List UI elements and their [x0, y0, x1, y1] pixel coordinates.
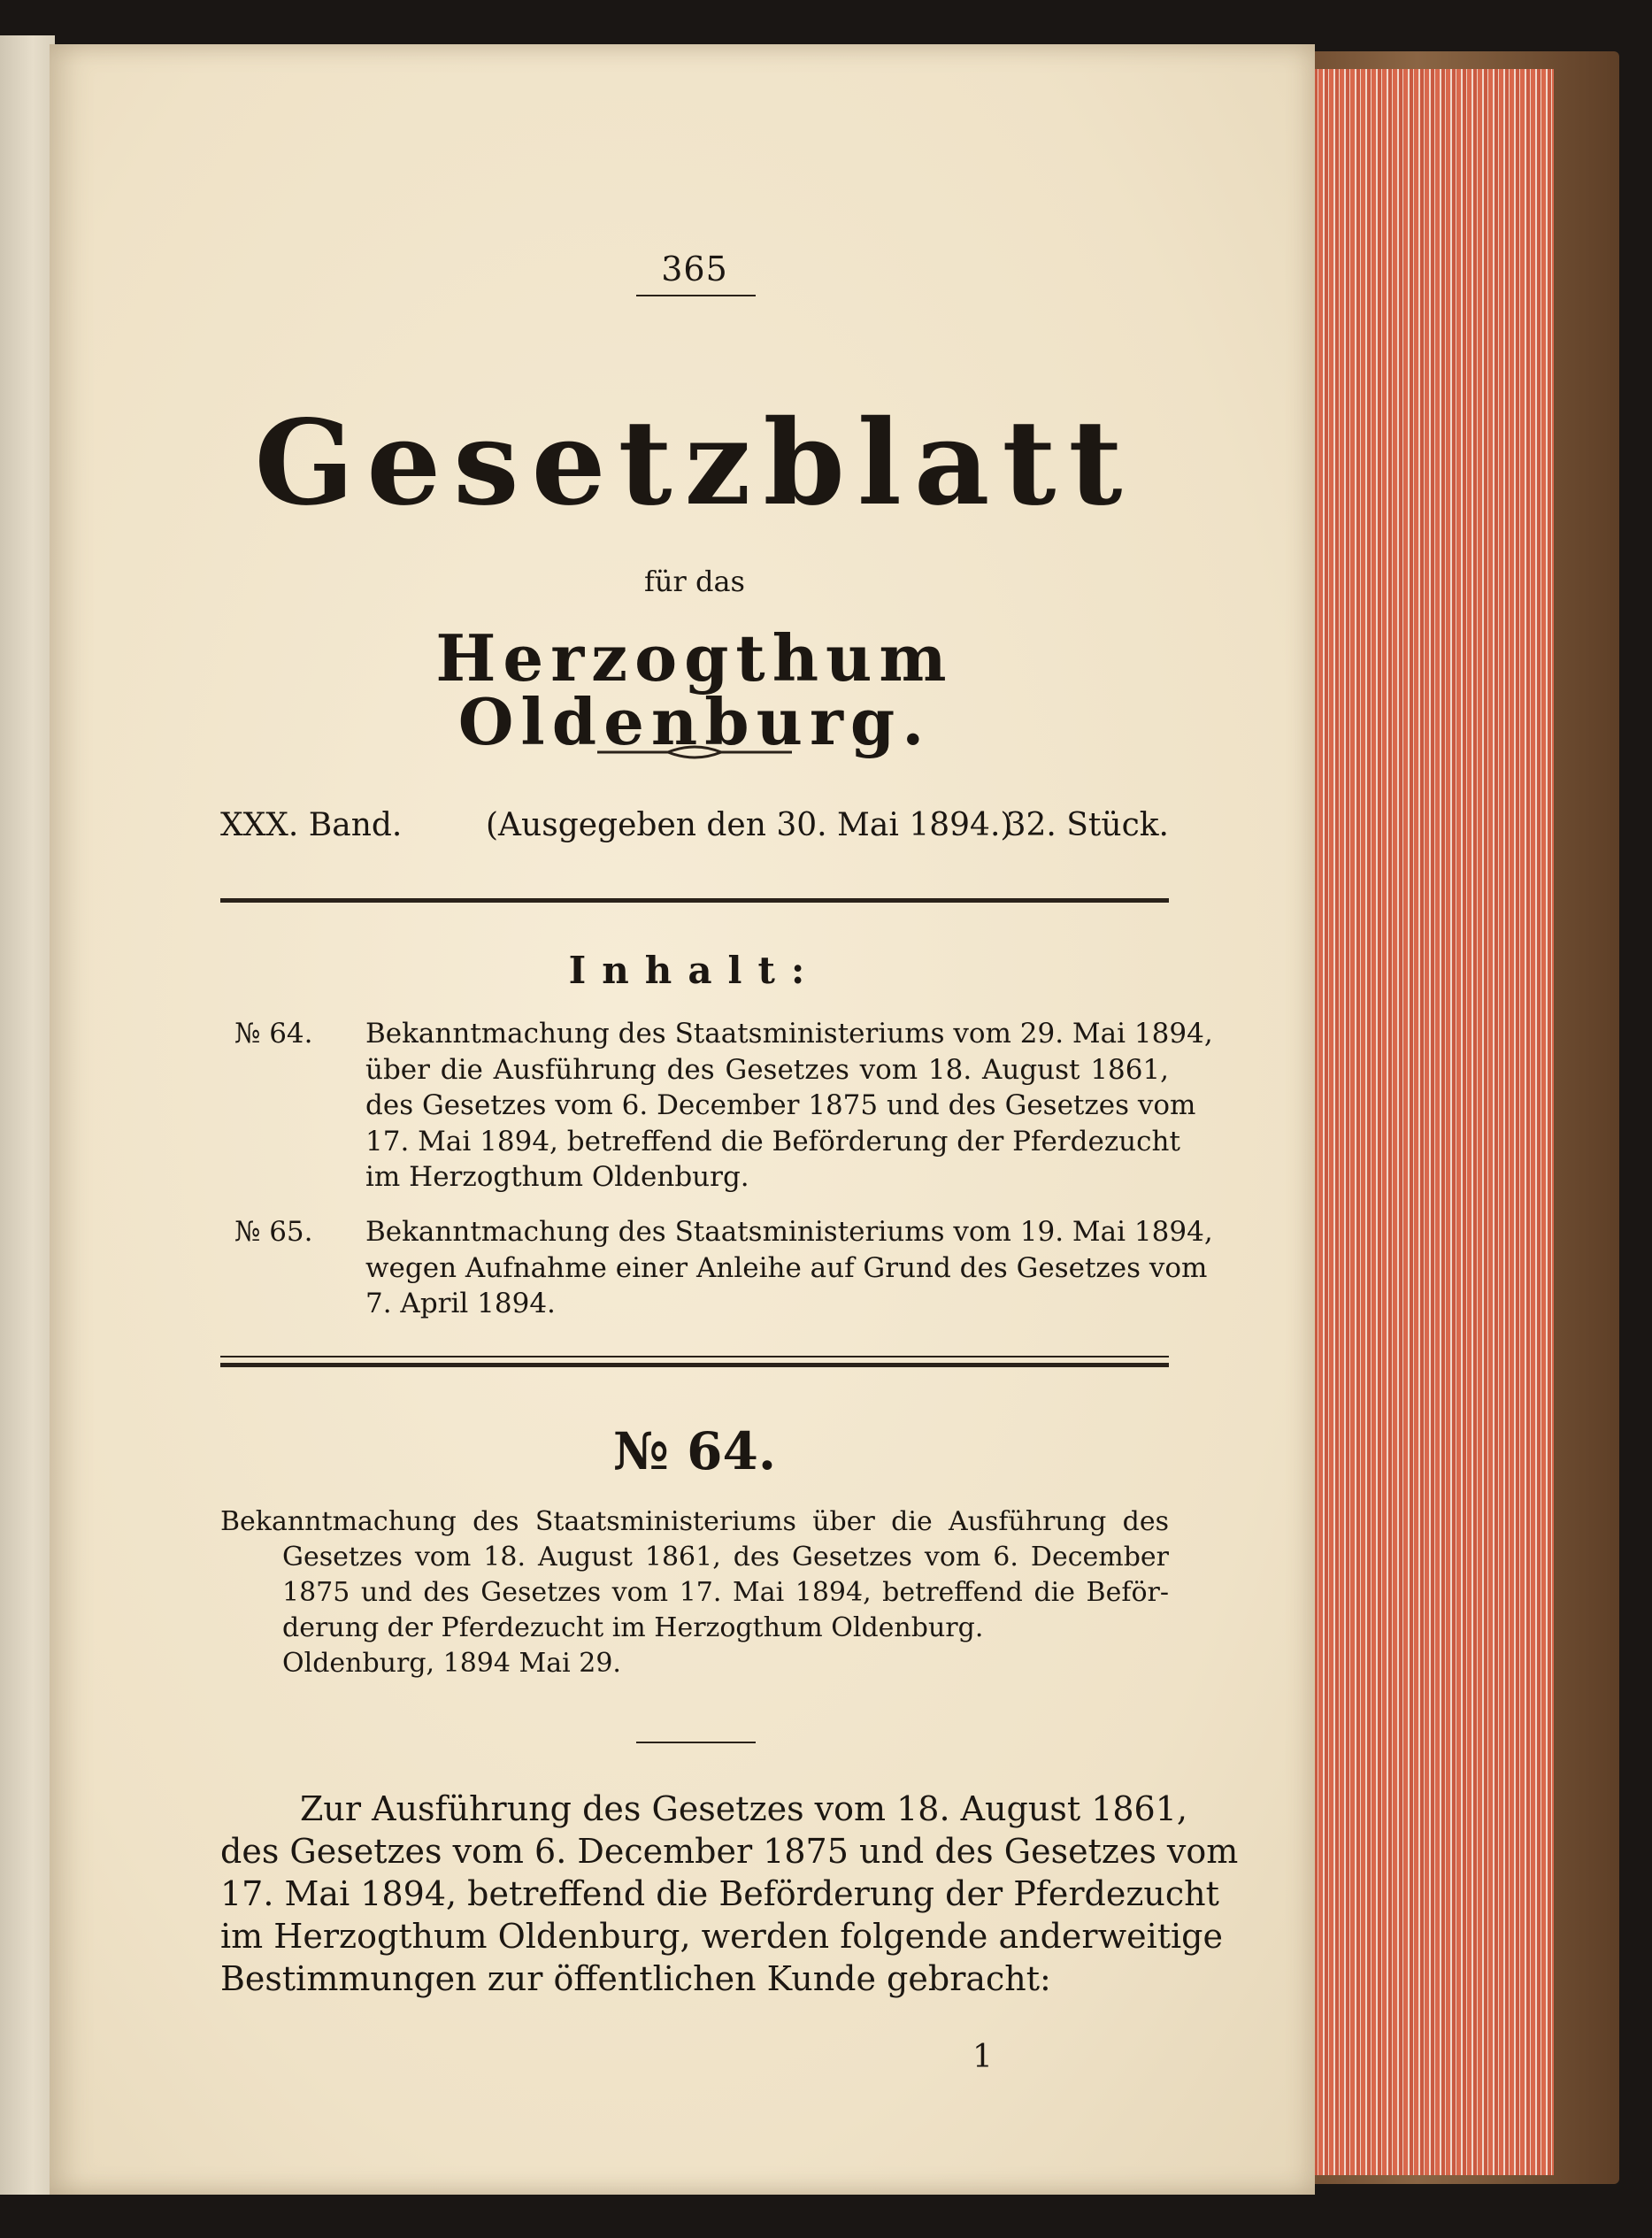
- state-name: Herzogthum Oldenburg.: [435, 620, 954, 759]
- document-page: [50, 44, 1315, 2195]
- body-line: des Gesetzes vom 6. December 1875 und des Gesetzes vom: [220, 1832, 1239, 1871]
- toc-entry-text: [365, 1016, 1213, 1196]
- toc-entry-number: № 65.: [234, 1216, 313, 1248]
- section-number: № 64.: [612, 1421, 777, 1481]
- announcement-line: 1875 und des Gesetzes vom 17. Mai 1894, betreffend die Beför-: [282, 1577, 1169, 1608]
- gazette-title: Gesetzblatt: [254, 395, 1135, 532]
- volume-label: XXX. Band.: [220, 807, 403, 843]
- page-number: 365: [661, 250, 728, 288]
- signature-mark: 1: [972, 2039, 993, 2075]
- contents-heading: Inhalt:: [568, 949, 821, 992]
- body-line: im Herzogthum Oldenburg, werden folgende anderweitige: [220, 1917, 1223, 1956]
- toc-line: über die Ausführung des Gesetzes vom 18. August 1861,: [365, 1053, 1169, 1086]
- title-connector: für das: [644, 565, 745, 598]
- toc-line: 7. April 1894.: [365, 1288, 556, 1319]
- announcement-line: Bekanntmachung des Staatsministeriums über die Ausführung des: [220, 1506, 1169, 1537]
- place-date: Oldenburg, 1894 Mai 29.: [282, 1648, 621, 1679]
- body-line: Bestimmungen zur öffentlichen Kunde gebracht:: [220, 1959, 1051, 1998]
- body-paragraph: [220, 1788, 1239, 2000]
- page-edges: [1297, 69, 1554, 2175]
- contents-bottom-rule: [220, 1356, 1169, 1357]
- toc-line: des Gesetzes vom 6. December 1875 und des Gesetzes vom: [365, 1089, 1196, 1121]
- ornament-divider: [220, 743, 1169, 765]
- toc-line: Bekanntmachung des Staatsministeriums vom 29. Mai 1894,: [365, 1018, 1213, 1050]
- toc-entry-number: № 64.: [234, 1018, 313, 1050]
- left-page-edge: [0, 35, 55, 2195]
- body-line: 17. Mai 1894, betreffend die Beförderung der Pferdezucht: [220, 1874, 1219, 1913]
- toc-line: 17. Mai 1894, betreffend die Beförderung der Pferdezucht: [365, 1125, 1180, 1157]
- contents-bottom-rule-thick: [220, 1363, 1169, 1367]
- announcement-line: derung der Pferdezucht im Herzogthum Oldenburg.: [282, 1612, 984, 1643]
- toc-line: im Herzogthum Oldenburg.: [365, 1161, 749, 1193]
- toc-entry-text: [365, 1214, 1213, 1322]
- issue-piece: 32. Stück.: [1005, 807, 1169, 843]
- toc-line: Bekanntmachung des Staatsministeriums vom 19. Mai 1894,: [365, 1216, 1213, 1248]
- contents-top-rule: [220, 898, 1169, 903]
- announcement-heading: [220, 1504, 1169, 1681]
- issue-date: (Ausgegeben den 30. Mai 1894.): [486, 807, 1013, 843]
- toc-line: wegen Aufnahme einer Anleihe auf Grund des Gesetzes vom: [365, 1251, 1208, 1284]
- announcement-line: Gesetzes vom 18. August 1861, des Gesetzes vom 6. December: [282, 1542, 1169, 1573]
- body-line: Zur Ausführung des Gesetzes vom 18. August 1861,: [300, 1789, 1187, 1828]
- section-rule: [636, 1742, 756, 1743]
- page-number-rule: [636, 295, 756, 296]
